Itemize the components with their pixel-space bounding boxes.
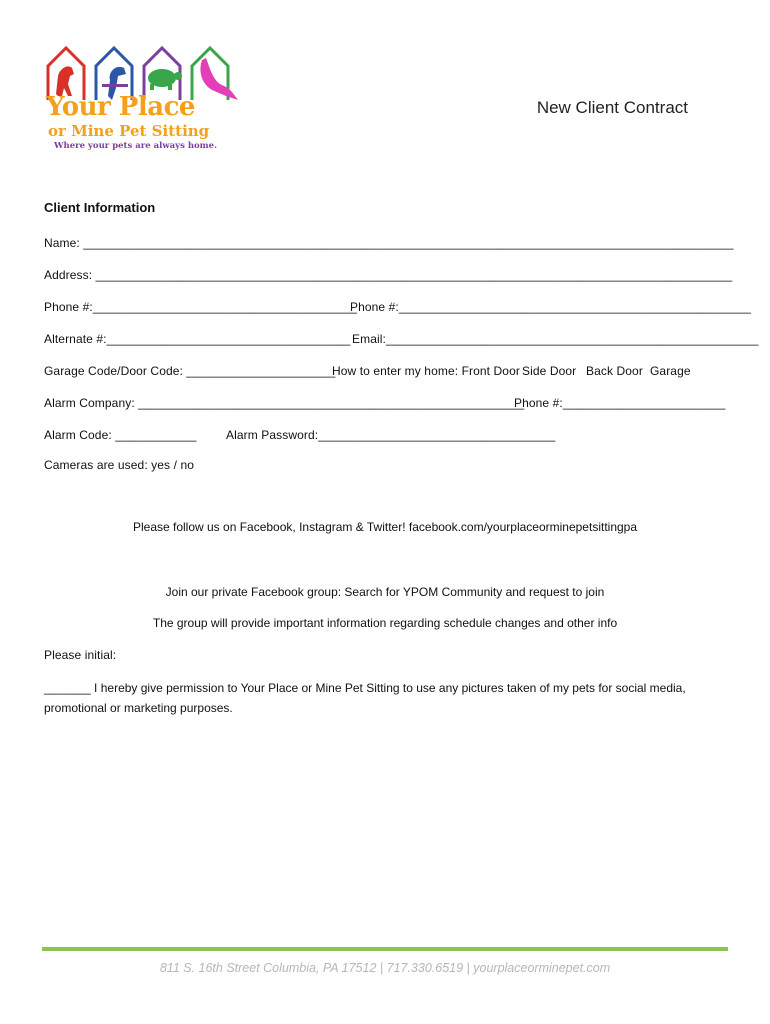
group-join-text: Join our private Facebook group: Search for YPOM Community and request to join	[165, 585, 605, 599]
social-follow-text: Please follow us on Facebook, Instagram & Twitter! facebook.com/yourplaceorminepetsittingpa	[132, 520, 638, 534]
cat-house-icon	[192, 48, 238, 100]
logo-subtitle: or Mine Pet Sitting	[48, 122, 210, 140]
company-logo	[42, 44, 242, 154]
alarm-phone-field[interactable]: Phone #:________________________	[514, 396, 726, 410]
photo-permission-statement[interactable]: _______ I hereby give permission to Your Place or Mine Pet Sitting to use any pictures taken of my pets for social media, promotional or marketing purposes.	[44, 681, 686, 715]
garage-option[interactable]: Garage	[650, 364, 691, 378]
alternate-phone-field[interactable]: Alternate #:____________________________________	[44, 332, 351, 346]
please-initial-label: Please initial:	[44, 648, 117, 662]
address-field[interactable]: Address: ______________________________________________________________________________________________	[44, 268, 733, 282]
email-field[interactable]: Email:_______________________________________________________	[352, 332, 759, 346]
logo-tagline: Where your pets are always home.	[54, 141, 218, 151]
section-title: Client Information	[44, 200, 156, 215]
name-field[interactable]: Name: ________________________________________________________________________________________________	[44, 236, 734, 250]
document-title: New Client Contract	[536, 98, 688, 117]
phone-field-2[interactable]: Phone #:____________________________________________________	[350, 300, 752, 314]
footer-divider	[42, 947, 728, 951]
group-info-text: The group will provide important information regarding schedule changes and other info	[152, 616, 618, 630]
side-door-option[interactable]: Side Door	[522, 364, 577, 378]
entry-method-label: How to enter my home: Front Door	[332, 364, 520, 378]
phone-field-1[interactable]: Phone #:_______________________________________	[44, 300, 358, 314]
footer-contact: 811 S. 16th Street Columbia, PA 17512 | 717.330.6519 | yourplaceorminepet.com	[159, 961, 611, 975]
back-door-option[interactable]: Back Door	[586, 364, 643, 378]
alarm-company-field[interactable]: Alarm Company: _________________________________________________________	[44, 396, 525, 410]
alarm-password-field[interactable]: Alarm Password:___________________________________	[226, 428, 556, 442]
logo-title: Your Place	[46, 92, 195, 122]
alarm-code-field[interactable]: Alarm Code: ____________	[44, 428, 197, 442]
cameras-field[interactable]: Cameras are used: yes / no	[44, 458, 195, 472]
garage-code-field[interactable]: Garage Code/Door Code: ______________________	[44, 364, 336, 378]
